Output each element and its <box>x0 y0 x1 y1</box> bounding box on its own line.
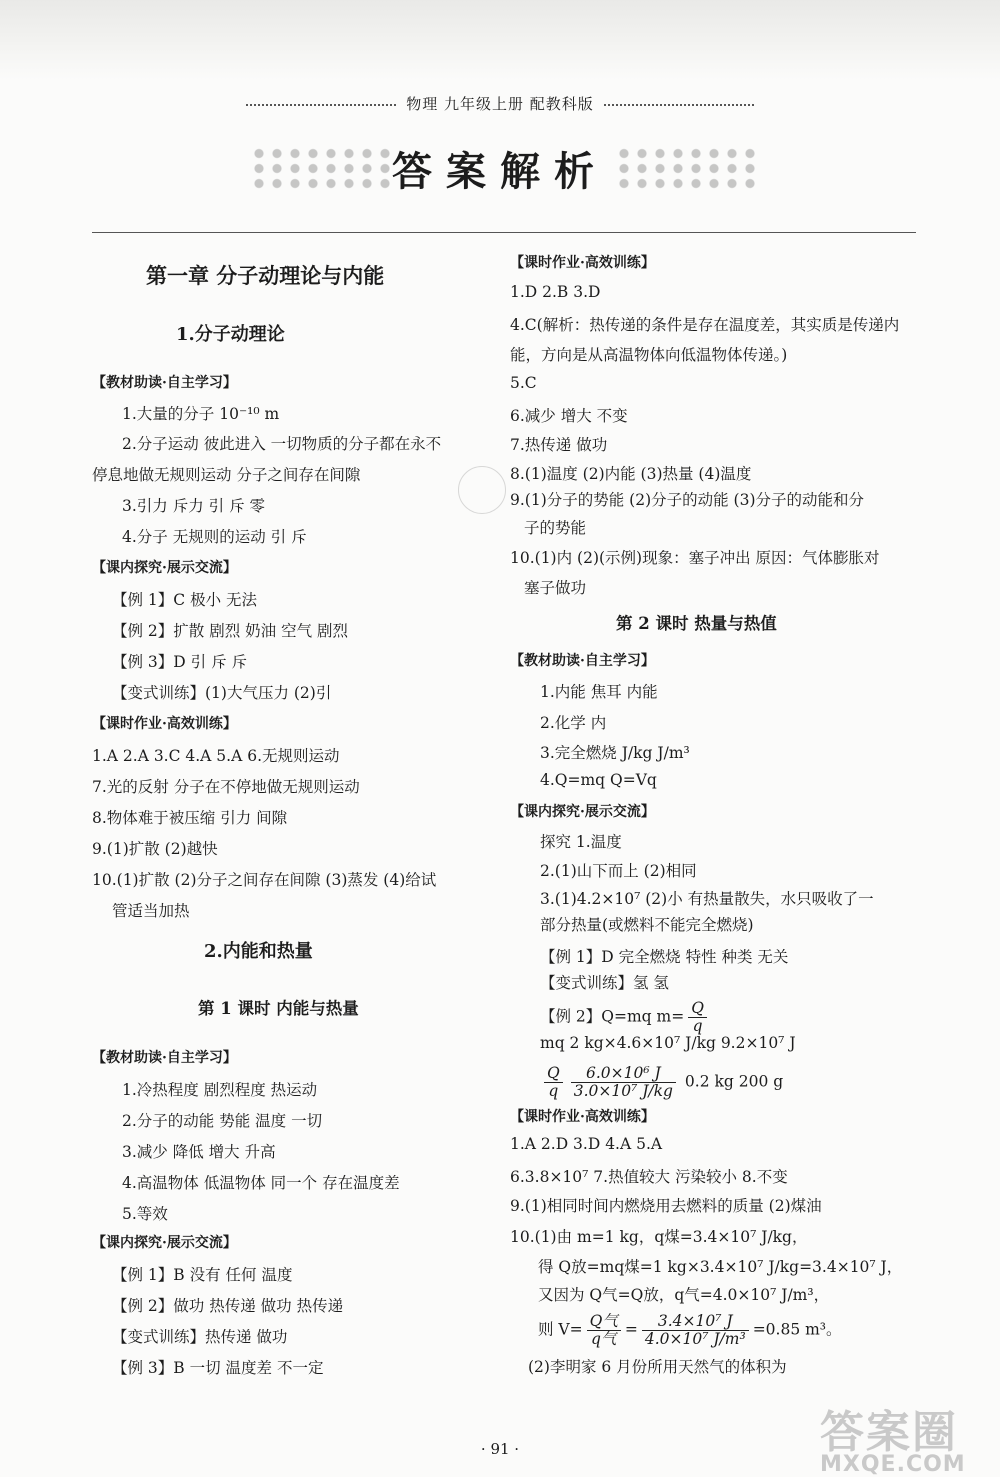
line-text-after: 0.2 kg 200 g <box>679 1072 784 1091</box>
fraction <box>544 1065 563 1100</box>
answer-line <box>524 516 586 538</box>
line-text: 9.(1)相同时间内燃烧用去燃料的质量 (2)煤油 <box>510 1197 822 1215</box>
answer-line <box>112 650 247 672</box>
line-text: 2.分子的动能 势能 温度 一切 <box>122 1112 323 1130</box>
line-text: 7.热传递 做功 <box>510 436 608 454</box>
answer-line <box>122 1140 276 1162</box>
title-line <box>616 610 777 634</box>
line-text: 3.引力 斥力 引 斥 零 <box>122 497 265 515</box>
line-text: (2)李明家 6 月份所用天然气的体积为 <box>528 1358 787 1376</box>
line-text: 【例 3】B 一切 温度差 不一定 <box>112 1359 324 1377</box>
line-text: 子的势能 <box>524 519 587 537</box>
line-text: 5.等效 <box>122 1205 168 1223</box>
line-text: 停息地做无规则运动 分子之间存在间隙 <box>92 466 361 484</box>
fraction-numerator: Q <box>688 1000 707 1018</box>
line-text: 塞子做功 <box>524 579 587 597</box>
line-text: 4.C(解析：热传递的条件是存在温度差，其实质是传递内 <box>510 316 900 334</box>
header-dots-right <box>604 104 754 106</box>
line-text: 又因为 Q气=Q放，q气=4.0×10⁷ J/m³， <box>538 1286 830 1304</box>
line-text: 【例 1】C 极小 无法 <box>112 591 258 609</box>
answer-line <box>92 837 218 859</box>
page-number: · 91 · <box>480 1440 520 1458</box>
title-line <box>204 937 313 963</box>
line-text: 则 V= <box>538 1320 583 1339</box>
line-text: 10.(1)扩散 (2)分子之间存在间隙 (3)蒸发 (4)给试 <box>92 871 437 889</box>
answer-line <box>122 432 441 454</box>
line-text: 第一章 分子动理论与内能 <box>146 263 385 288</box>
line-text: 【教材助读·自主学习】 <box>92 1050 237 1066</box>
answer-line <box>122 402 279 424</box>
answer-line <box>92 868 436 890</box>
line-text: 【例 2】扩散 剧烈 奶油 空气 剧烈 <box>112 622 348 640</box>
answer-line <box>540 945 788 967</box>
fraction-denominator: 4.0×10⁷ J/m³ <box>644 1330 746 1349</box>
fraction-denominator: q气 <box>591 1330 617 1349</box>
section-heading <box>92 1047 237 1067</box>
line-text: 2.(1)山下而上 (2)相同 <box>540 862 697 880</box>
answer-line <box>524 576 586 598</box>
answer-line <box>112 619 348 641</box>
answer-line <box>510 546 880 568</box>
answer-line <box>540 859 697 881</box>
line-text: 6.3.8×10⁷ 7.热值较大 污染较小 8.不变 <box>510 1168 788 1186</box>
fraction-numerator: Q <box>544 1065 563 1083</box>
answer-line <box>510 462 751 484</box>
fraction-denominator: q <box>548 1082 559 1101</box>
answer-line <box>122 525 307 547</box>
line-text: 【变式训练】(1)大气压力 (2)引 <box>112 684 332 702</box>
fraction <box>688 1000 707 1035</box>
answer-line <box>112 1325 287 1347</box>
answer-line <box>92 463 360 485</box>
line-text: 【课时作业·高效训练】 <box>510 255 655 271</box>
line-text: 3.减少 降低 增大 升高 <box>122 1143 276 1161</box>
section-heading <box>92 372 237 392</box>
answer-line <box>510 404 628 426</box>
line-text: 1.分子动理论 <box>176 324 285 345</box>
answer-line <box>510 433 607 455</box>
watermark-logo <box>820 1396 966 1477</box>
equals-sign: = <box>624 1320 638 1339</box>
answer-line <box>540 1065 783 1100</box>
section-heading <box>510 1106 655 1126</box>
answer-line <box>510 1225 807 1247</box>
section-heading <box>510 252 655 272</box>
section-heading <box>510 650 655 670</box>
line-text: 【例 3】D 引 斥 斥 <box>112 653 247 671</box>
line-text: 1.大量的分子 10⁻¹⁰ m <box>122 405 280 423</box>
line-text: 【例 1】D 完全燃烧 特性 种类 无关 <box>540 948 789 966</box>
fraction <box>587 1313 621 1348</box>
answer-line <box>510 313 899 335</box>
fraction <box>642 1313 749 1348</box>
answer-line <box>538 1255 902 1277</box>
line-text: 3.完全燃烧 J/kg J/m³ <box>540 744 690 762</box>
line-text: mq 2 kg×4.6×10⁷ J/kg 9.2×10⁷ J <box>540 1034 796 1052</box>
line-text: 2.内能和热量 <box>204 941 313 962</box>
line-text: 1.D 2.B 3.D <box>510 283 601 301</box>
fraction-numerator: 6.0×10⁶ J <box>571 1065 676 1083</box>
answer-line <box>540 680 658 702</box>
line-text: 9.(1)分子的势能 (2)分子的动能 (3)分子的动能和分 <box>510 491 865 509</box>
line-text: 10.(1)内 (2)(示例)现象：塞子冲出 原因：气体膨胀对 <box>510 549 880 567</box>
page-title: 答案解析 <box>392 148 608 195</box>
answer-line <box>540 711 606 733</box>
answer-line <box>510 1135 662 1153</box>
line-text: 【例 2】Q=mq m= <box>540 1007 685 1026</box>
answer-line <box>92 744 340 766</box>
answer-line <box>540 741 690 763</box>
line-text: 7.光的反射 分子在不停地做无规则运动 <box>92 778 360 796</box>
fraction <box>571 1065 676 1100</box>
line-text: 探究 1.温度 <box>540 833 622 851</box>
answer-line <box>538 1283 829 1305</box>
line-text: 第 1 课时 内能与热量 <box>198 999 359 1018</box>
line-text: 【教材助读·自主学习】 <box>92 375 237 391</box>
line-text: 6.减少 增大 不变 <box>510 407 628 425</box>
line-text: 得 Q放=mq煤=1 kg×3.4×10⁷ J/kg=3.4×10⁷ J， <box>538 1258 903 1276</box>
line-text: 2.化学 内 <box>540 714 607 732</box>
line-text: 【教材助读·自主学习】 <box>510 653 655 669</box>
line-text: 【课时作业·高效训练】 <box>510 1109 655 1125</box>
answer-line <box>540 887 874 909</box>
fraction-denominator: 3.0×10⁷ J/kg <box>573 1082 673 1101</box>
stamp-mark <box>458 466 506 514</box>
title-line <box>146 260 384 290</box>
line-text: 9.(1)扩散 (2)越快 <box>92 840 218 858</box>
answer-line <box>92 806 287 828</box>
answer-line <box>528 1355 787 1377</box>
watermark-url: MXQE.COM <box>820 1452 966 1477</box>
line-text: 1.A 2.D 3.D 4.A 5.A <box>510 1135 663 1153</box>
section-heading <box>92 557 237 577</box>
answer-line <box>112 1294 343 1316</box>
line-text: 【变式训练】热传递 做功 <box>112 1328 288 1346</box>
section-heading <box>510 801 655 821</box>
watermark-text: 答案圈 <box>820 1407 958 1458</box>
answer-line <box>92 775 360 797</box>
fraction-numerator: Q气 <box>587 1313 621 1331</box>
line-text: 【变式训练】氢 氢 <box>540 974 669 992</box>
answer-line <box>510 343 787 365</box>
top-scan-band <box>0 0 1000 80</box>
section-heading <box>92 1232 237 1252</box>
answer-line <box>112 1356 323 1378</box>
answer-line <box>510 1165 788 1187</box>
answer-line <box>510 1194 822 1216</box>
answer-line <box>540 1034 796 1052</box>
running-header <box>0 93 1000 114</box>
line-text: 4.高温物体 低温物体 同一个 存在温度差 <box>122 1174 400 1192</box>
line-text: 4.分子 无规则的运动 引 斥 <box>122 528 307 546</box>
title-line <box>176 320 285 346</box>
answer-line <box>540 830 622 852</box>
line-text: 8.物体难于被压缩 引力 间隙 <box>92 809 288 827</box>
line-text: 【课时作业·高效训练】 <box>92 716 237 732</box>
answer-line <box>122 1109 322 1131</box>
answer-line <box>112 899 190 921</box>
running-title: 物理 九年级上册 配教科版 <box>406 95 594 113</box>
line-text: 【课内探究·展示交流】 <box>92 560 237 576</box>
line-text: 1.冷热程度 剧烈程度 热运动 <box>122 1081 318 1099</box>
line-text: 1.内能 焦耳 内能 <box>540 683 658 701</box>
line-text: 部分热量(或燃料不能完全燃烧) <box>540 916 754 934</box>
answer-line <box>122 1171 400 1193</box>
answer-line <box>122 1202 168 1224</box>
line-text: 10.(1)由 m=1 kg，q煤=3.4×10⁷ J/kg， <box>510 1228 808 1246</box>
line-text: 1.A 2.A 3.C 4.A 5.A 6.无规则运动 <box>92 747 340 765</box>
title-rule <box>92 232 916 233</box>
fraction-numerator: 3.4×10⁷ J <box>642 1313 749 1331</box>
line-text-after: =0.85 m³。 <box>752 1320 842 1339</box>
answer-line <box>510 283 600 301</box>
line-text: 3.(1)4.2×10⁷ (2)小 有热量散失，水只吸收了一 <box>540 890 874 908</box>
line-text: 第 2 课时 热量与热值 <box>616 614 777 633</box>
line-text: 2.分子运动 彼此进入 一切物质的分子都在永不 <box>122 435 442 453</box>
answer-line <box>540 771 657 789</box>
answer-line <box>510 488 864 510</box>
section-heading <box>92 713 237 733</box>
answer-line <box>112 1263 292 1285</box>
line-text: 能，方向是从高温物体向低温物体传递。) <box>510 346 788 364</box>
line-text: 管适当加热 <box>112 902 190 920</box>
answer-line <box>122 494 265 516</box>
line-text: 【课内探究·展示交流】 <box>510 804 655 820</box>
answer-line <box>538 1313 842 1348</box>
line-text: 8.(1)温度 (2)内能 (3)热量 (4)温度 <box>510 465 752 483</box>
header-dots-left <box>246 104 396 106</box>
line-text: 5.C <box>510 374 537 392</box>
title-line <box>198 995 359 1019</box>
answer-line <box>112 681 331 703</box>
answer-line <box>122 1078 317 1100</box>
line-text: 【例 2】做功 热传递 做功 热传递 <box>112 1297 344 1315</box>
answer-line <box>112 588 257 610</box>
answer-line <box>510 374 537 392</box>
line-text: 【例 1】B 没有 任何 温度 <box>112 1266 293 1284</box>
line-text: 【课内探究·展示交流】 <box>92 1235 237 1251</box>
answer-line <box>540 1000 711 1035</box>
line-text: 4.Q=mq Q=Vq <box>540 771 657 789</box>
answer-line <box>540 971 669 993</box>
fraction-denominator: q <box>692 1017 703 1036</box>
answer-line <box>540 913 754 935</box>
